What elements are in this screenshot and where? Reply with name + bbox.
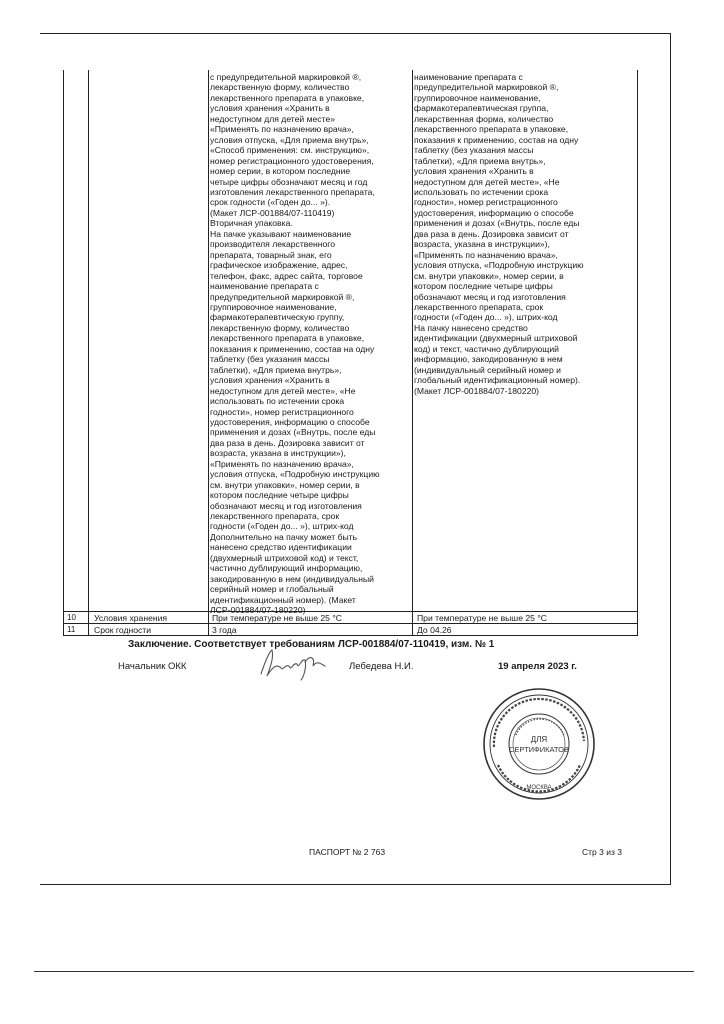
row-indicator-name: Срок годности xyxy=(94,625,152,635)
text-line: удостоверения, информацию о способе xyxy=(414,207,574,218)
text-line: условия хранения «Хранить в xyxy=(414,166,534,177)
signature-block xyxy=(118,661,618,681)
table-divider-spec xyxy=(412,70,413,636)
text-line: закодированную в нем (индивидуальный xyxy=(210,573,374,584)
text-line: ЛСР-001884/07-180220) xyxy=(210,605,306,616)
labeling-actual-cell xyxy=(414,72,584,396)
text-line: годности («Годен до... »), штрих-код xyxy=(414,312,558,323)
text-line: код) и текст, частично дублирующий xyxy=(414,343,559,354)
text-line: лекарственного препарата в упаковке, xyxy=(414,124,569,135)
text-line: котором последние четыре цифры xyxy=(210,490,349,501)
text-line: недоступном для детей месте», «Не xyxy=(414,176,560,187)
text-line: номер серии, в котором последние xyxy=(210,166,351,177)
text-line: недоступном для детей месте», «Не xyxy=(210,385,356,396)
text-line: возраста, указана в инструкции»), xyxy=(210,448,346,459)
table-border-right xyxy=(637,70,638,636)
text-line: годности («Годен до... »), штрих-код xyxy=(210,521,354,532)
conclusion-text: Заключение. Соответствует требованиям ЛСР-001884/07-110419, изм. № 1 xyxy=(128,639,495,650)
text-line: таблетку (без указания массы xyxy=(210,354,330,365)
text-line: телефон, факс, адрес сайта, торговое xyxy=(210,270,363,281)
text-line: На пачке указывают наименование xyxy=(210,228,352,239)
text-line: наименование препарата с xyxy=(210,281,319,292)
text-line: фармакотерапевтическая группа, xyxy=(414,103,549,114)
footer-passport-number: ПАСПОРТ № 2 763 xyxy=(309,847,386,857)
text-line: «Способ применения: см. инструкцию», xyxy=(210,145,370,156)
text-line: номер регистрационного удостоверения, xyxy=(210,155,374,166)
table-divider-num xyxy=(88,70,89,636)
text-line: группировочное наименование, xyxy=(414,92,541,103)
text-line: фармакотерапевтическую группу, xyxy=(210,312,345,323)
text-line: группировочное наименование, xyxy=(210,301,337,312)
text-line: предупредительной маркировкой ®, xyxy=(414,82,559,93)
text-line: Вторичная упаковка. xyxy=(210,218,293,229)
text-line: четыре цифры обозначают месяц и год xyxy=(210,176,368,187)
text-line: обозначают месяц и год изготовления xyxy=(414,291,566,302)
text-line: препарата, товарный знак, его xyxy=(210,249,332,260)
text-line: изготовления лекарственного препарата, xyxy=(210,186,375,197)
text-line: два раза в день. Дозировка зависит от xyxy=(414,228,569,239)
text-line: серийный номер и глобальный xyxy=(210,584,334,595)
text-line: Дополнительно на пачку может быть xyxy=(210,531,358,542)
text-line: использовать по истечении срока xyxy=(210,396,345,407)
row-number: 10 xyxy=(67,613,76,622)
text-line: графическое изображение, адрес, xyxy=(210,260,348,271)
text-line: годности», номер регистрационного xyxy=(210,406,354,417)
text-line: с предупредительной маркировкой ®, xyxy=(210,72,362,82)
text-line: лекарственного препарата в упаковке, xyxy=(210,333,365,344)
text-line: «Применять по назначению врача», xyxy=(210,458,354,469)
text-line: (Макет ЛСР-001884/07-180220) xyxy=(414,385,540,396)
text-line: лекарственную форму, количество xyxy=(210,82,350,93)
text-line: два раза в день. Дозировка зависит от xyxy=(210,437,365,448)
row-number: 11 xyxy=(67,625,76,634)
text-line: идентификационный номер). (Макет xyxy=(210,594,356,605)
row-requirement: При температуре не выше 25 °С xyxy=(212,613,342,623)
text-line: идентификации (двухмерный штриховой xyxy=(414,333,578,344)
labeling-requirements-cell xyxy=(210,72,380,616)
text-line: лекарственного препарата в упаковке, xyxy=(210,92,365,103)
text-line: лекарственная форма, количество xyxy=(414,113,554,124)
official-stamp-seal xyxy=(480,685,598,803)
text-line: условия отпуска, «Подробную инструкцию xyxy=(210,469,380,480)
scan-edge-line xyxy=(34,971,694,972)
row-result: До 04.26 xyxy=(417,625,452,635)
text-line: лекарственную форму, количество xyxy=(210,322,350,333)
text-line: см. внутри упаковки», номер серии, в xyxy=(414,270,564,281)
row-result: При температуре не выше 25 °С xyxy=(417,613,547,623)
text-line: таблетки), «Для приема внутрь», xyxy=(210,364,342,375)
text-line: лекарственного препарата, срок xyxy=(414,301,544,312)
text-line: см. внутри упаковки», номер серии, в xyxy=(210,479,360,490)
text-line: предупредительной маркировкой ®, xyxy=(210,291,355,302)
text-line: котором последние четыре цифры xyxy=(414,281,553,292)
text-line: условия хранения «Хранить в xyxy=(210,375,330,386)
text-line: годности», номер регистрационного xyxy=(414,197,558,208)
text-line: (индивидуальный серийный номер и xyxy=(414,364,561,375)
text-line: условия отпуска, «Для приема внутрь», xyxy=(210,134,369,145)
text-line: недоступном для детей месте» xyxy=(210,113,335,124)
row-requirement: 3 года xyxy=(212,625,237,635)
text-line: условия отпуска, «Подробную инструкцию xyxy=(414,260,584,271)
text-line: применения и дозах («Внутрь, после еды xyxy=(414,218,580,229)
stamp-text-line2: СЕРТИФИКАТОВ xyxy=(508,745,570,754)
text-line: (двухмерный штриховой код) и текст, xyxy=(210,552,359,563)
row-indicator-name: Условия хранения xyxy=(94,613,168,623)
text-line: таблетки), «Для приема внутрь», xyxy=(414,155,546,166)
text-line: показания к применению, состав на одну xyxy=(414,134,579,145)
text-line: «Применять по назначению врача», xyxy=(210,124,354,135)
table-border-left xyxy=(63,70,64,636)
text-line: глобальный идентификационный номер). xyxy=(414,375,581,386)
text-line: частично дублирующий информацию, xyxy=(210,563,363,574)
signature-date: 19 апреля 2023 г. xyxy=(498,661,577,672)
text-line: возраста, указана в инструкции»), xyxy=(414,239,550,250)
signatory-role: Начальник ОКК xyxy=(118,661,187,672)
text-line: (Макет ЛСР-001884/07-110419) xyxy=(210,207,335,218)
text-line: производителя лекарственного xyxy=(210,239,335,250)
text-line: срок годности («Годен до... »). xyxy=(210,197,331,208)
footer-page-number: Стр 3 из 3 xyxy=(582,847,622,857)
text-line: применения и дозах («Внутрь, после еды xyxy=(210,427,376,438)
text-line: нанесено средство идентификации xyxy=(210,542,352,553)
text-line: наименование препарата с xyxy=(414,72,523,82)
signatory-name: Лебедева Н.И. xyxy=(349,661,414,672)
text-line: «Применять по назначению врача», xyxy=(414,249,558,260)
text-line: информацию, закодированную в нем xyxy=(414,354,563,365)
text-line: использовать по истечении срока xyxy=(414,186,549,197)
text-line: показания к применению, состав на одну xyxy=(210,343,375,354)
stamp-city: МОСКВА xyxy=(526,785,552,791)
text-line: удостоверения, информацию о способе xyxy=(210,416,370,427)
handwritten-signature xyxy=(255,644,330,684)
text-line: лекарственного препарата, срок xyxy=(210,511,340,522)
text-line: таблетку (без указания массы xyxy=(414,145,534,156)
text-line: обозначают месяц и год изготовления xyxy=(210,500,362,511)
stamp-text-line1: ДЛЯ xyxy=(530,735,548,744)
text-line: условия хранения «Хранить в xyxy=(210,103,330,114)
specification-table xyxy=(63,70,638,636)
table-divider-name xyxy=(208,70,209,636)
text-line: На пачку нанесено средство xyxy=(414,322,528,333)
